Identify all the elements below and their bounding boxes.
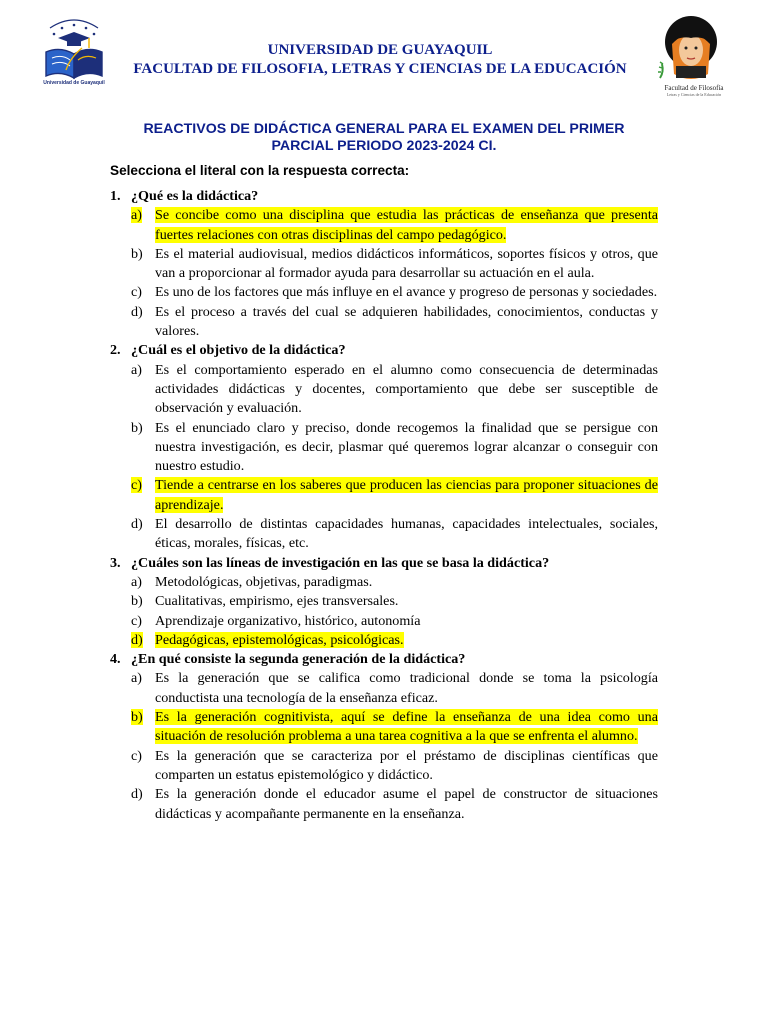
answer-option bbox=[131, 669, 658, 708]
option-letter: d) bbox=[131, 631, 143, 648]
option-letter: b) bbox=[131, 709, 143, 726]
option-letter: a) bbox=[131, 670, 142, 687]
answer-option bbox=[131, 361, 658, 419]
question-number: 1. bbox=[110, 188, 121, 204]
question-heading bbox=[110, 554, 658, 573]
option-text: El desarrollo de distintas capacidades humanas, capacidades intelectuales, sociales, éticas, morales, físicas, etc. bbox=[155, 516, 658, 552]
option-letter: a) bbox=[131, 207, 142, 224]
option-letter: b) bbox=[131, 593, 143, 610]
option-text: Cualitativas, empirismo, ejes transversales. bbox=[155, 593, 399, 610]
institution-header bbox=[110, 41, 650, 78]
exam-title-line-1: REACTIVOS DE DIDÁCTICA GENERAL PARA EL EXAMEN DEL PRIMER bbox=[143, 121, 625, 137]
option-text: Es la generación que se califica como tradicional donde se toma la psicología conductista una tecnología de la enseñanza eficaz. bbox=[155, 670, 658, 706]
question-heading bbox=[110, 650, 658, 669]
question-item bbox=[110, 650, 658, 824]
option-letter: c) bbox=[131, 747, 142, 764]
question-text: ¿Qué es la didáctica? bbox=[131, 188, 259, 204]
option-letter: d) bbox=[131, 786, 143, 803]
faculty-logo-title: Facultad de Filosofía bbox=[664, 84, 724, 92]
option-letter: d) bbox=[131, 516, 143, 533]
option-text: Es la generación donde el educador asume el papel de constructor de situaciones didácticas y acompañante permanente en la enseñanza. bbox=[155, 786, 658, 822]
answer-option bbox=[131, 708, 658, 747]
option-text: Metodológicas, objetivas, paradigmas. bbox=[155, 573, 373, 590]
option-text-highlighted: Es la generación cognitivista, aquí se define la enseñanza de una idea como una situación de resolución problema a una tarea cognitiva a la que se enfrenta el alumno. bbox=[155, 709, 658, 745]
question-number: 4. bbox=[110, 651, 121, 668]
answer-option bbox=[131, 785, 658, 824]
option-text: Es la generación que se caracteriza por el préstamo de disciplinas científicas que comparten un estatus epistemológico y didáctico. bbox=[155, 747, 658, 783]
option-text-highlighted: Tiende a centrarse en los saberes que producen las ciencias para proponer situaciones de aprendizaje. bbox=[155, 477, 658, 513]
option-text: Es el comportamiento esperado en el alumno como consecuencia de determinadas actividades didácticas y docentes, comportamiento que debe ser susceptible de observación y evaluación. bbox=[155, 361, 658, 417]
option-text: Es uno de los factores que más influye en el avance y progreso de personas y sociedades. bbox=[155, 284, 658, 301]
question-text: ¿Cuáles son las líneas de investigación en las que se basa la didáctica? bbox=[131, 554, 550, 571]
option-letter: c) bbox=[131, 477, 142, 494]
option-text-highlighted: Pedagógicas, epistemológicas, psicológicas. bbox=[155, 631, 404, 648]
question-text: ¿En qué consiste la segunda generación de la didáctica? bbox=[131, 651, 466, 668]
question-list bbox=[110, 187, 658, 824]
faculty-logo-subtitle: Letras y Ciencias de la Educación bbox=[666, 92, 722, 97]
question-item bbox=[110, 341, 658, 553]
option-text: Es el enunciado claro y preciso, donde recogemos la finalidad que se persigue con nuestra investigación, es decir, plasmar qué queremos lograr alcanzar o conseguir con nuestro estudio. bbox=[155, 419, 658, 475]
option-letter: a) bbox=[131, 361, 142, 378]
answer-option bbox=[131, 303, 658, 342]
answer-option bbox=[131, 283, 658, 302]
option-letter: c) bbox=[131, 612, 142, 629]
university-name: UNIVERSIDAD DE GUAYAQUIL bbox=[267, 42, 493, 58]
option-letter: b) bbox=[131, 245, 143, 262]
answer-option bbox=[131, 631, 658, 650]
question-item bbox=[110, 554, 658, 650]
option-letter: a) bbox=[131, 573, 142, 590]
university-logo-caption: Universidad de Guayaquil bbox=[43, 80, 105, 86]
instruction-text: Selecciona el literal con la respuesta correcta: bbox=[110, 163, 410, 178]
exam-title bbox=[110, 121, 658, 155]
question-number: 2. bbox=[110, 342, 121, 359]
option-letter: d) bbox=[131, 303, 143, 320]
book-graduation-cap-icon bbox=[40, 18, 108, 84]
question-heading bbox=[110, 341, 658, 360]
answer-option bbox=[131, 419, 658, 477]
faculty-logo-caption bbox=[656, 84, 732, 97]
question-number: 3. bbox=[110, 554, 121, 571]
answer-option bbox=[131, 206, 658, 245]
option-letter: b) bbox=[131, 419, 143, 436]
option-letter: c) bbox=[131, 284, 142, 301]
answer-option bbox=[131, 515, 658, 554]
question-heading bbox=[110, 187, 658, 206]
answer-option bbox=[131, 612, 658, 631]
exam-title-line-2: PARCIAL PERIODO 2023-2024 CI. bbox=[271, 138, 497, 154]
option-text-highlighted: Se concibe como una disciplina que estudia las prácticas de enseñanza que presenta fuertes relaciones con otras disciplinas del campo pedagógico. bbox=[155, 207, 658, 243]
option-text: Es el material audiovisual, medios didácticos informáticos, soportes físicos y otros, que van a proporcionar al formador ayuda para desarrollar su actuación en el aula. bbox=[155, 245, 658, 282]
option-text: Aprendizaje organizativo, histórico, autonomía bbox=[155, 612, 421, 629]
answer-option bbox=[131, 747, 658, 786]
option-text: Es el proceso a través del cual se adquieren habilidades, conocimientos, conductas y valores. bbox=[155, 303, 658, 340]
owl-emblem-icon bbox=[652, 14, 730, 86]
faculty-name: FACULTAD DE FILOSOFIA, LETRAS Y CIENCIAS DE LA EDUCACIÓN bbox=[133, 60, 627, 77]
question-item bbox=[110, 187, 658, 341]
answer-option bbox=[131, 245, 658, 284]
answer-option bbox=[131, 592, 658, 611]
question-text: ¿Cuál es el objetivo de la didáctica? bbox=[131, 342, 346, 359]
answer-option bbox=[131, 573, 658, 592]
answer-option bbox=[131, 476, 658, 515]
